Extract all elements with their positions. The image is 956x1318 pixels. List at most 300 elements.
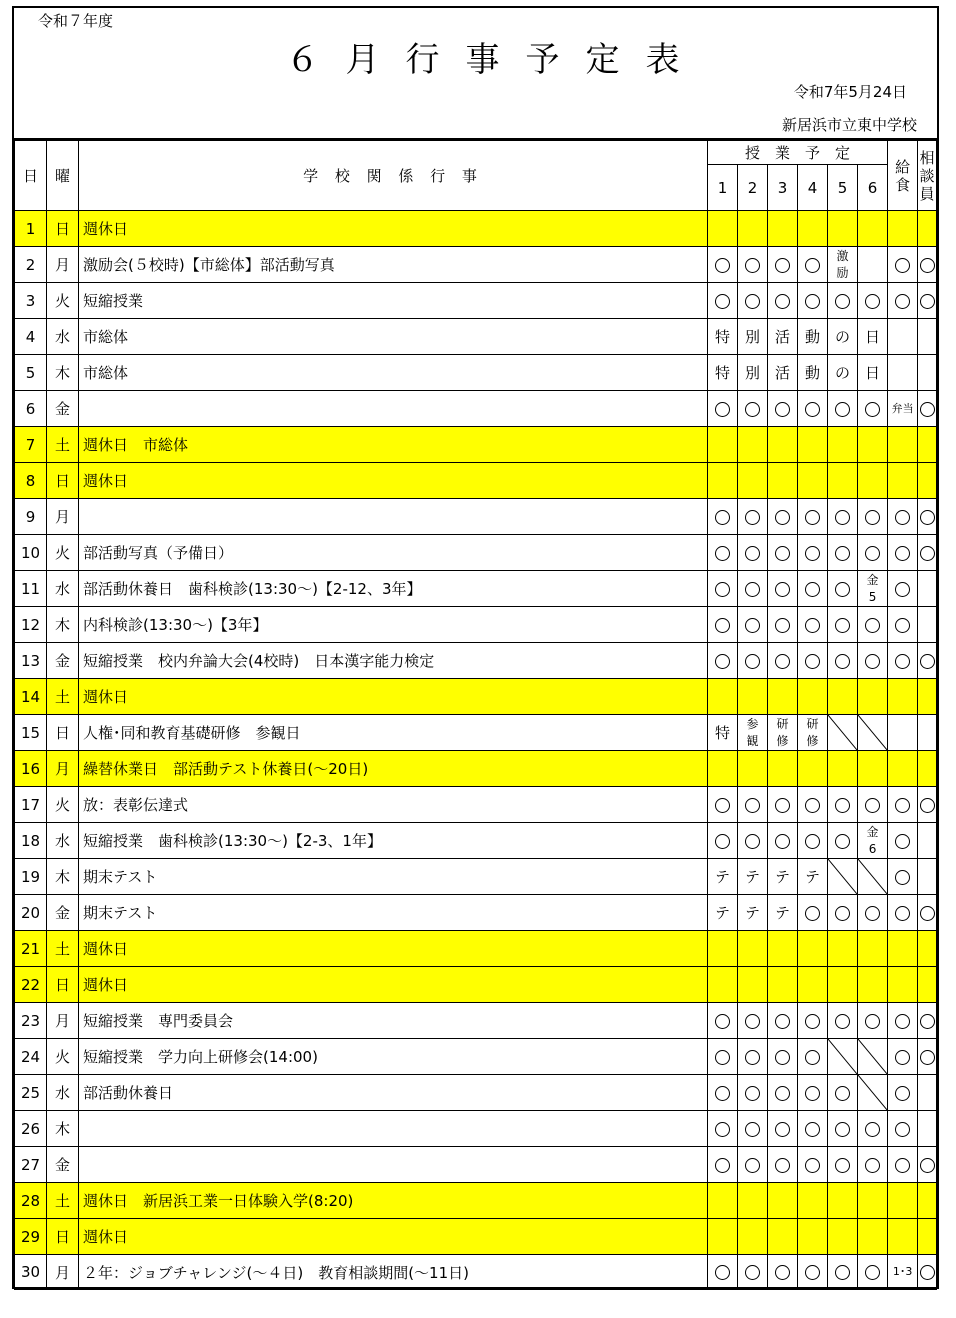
period-1-cell bbox=[708, 1183, 738, 1219]
period-2-cell: テ bbox=[738, 895, 768, 931]
schedule-row bbox=[15, 895, 937, 931]
period-2-cell bbox=[738, 1039, 768, 1075]
period-3-cell bbox=[768, 1219, 798, 1255]
period-5-cell bbox=[828, 679, 858, 715]
period-3-cell: 活 bbox=[768, 319, 798, 355]
day-cell: 20 bbox=[15, 895, 47, 931]
event-cell: 短縮授業 歯科検診(13:30～)【2-3、1年】 bbox=[79, 823, 708, 859]
circle-mark bbox=[835, 1014, 850, 1029]
counselor-cell bbox=[918, 1075, 937, 1111]
day-cell: 26 bbox=[15, 1111, 47, 1147]
circle-mark bbox=[805, 798, 820, 813]
circle-mark bbox=[805, 294, 820, 309]
period-6-cell bbox=[858, 607, 888, 643]
schedule-row bbox=[15, 751, 937, 787]
period-3-cell bbox=[768, 715, 798, 751]
event-cell: 週休日 bbox=[79, 463, 708, 499]
period-4-cell bbox=[798, 499, 828, 535]
circle-mark bbox=[895, 654, 910, 669]
lunch-cell bbox=[888, 499, 918, 535]
schedule-row bbox=[15, 1183, 937, 1219]
circle-mark bbox=[775, 1265, 790, 1280]
circle-mark bbox=[715, 1122, 730, 1137]
circle-mark bbox=[895, 1122, 910, 1137]
weekday-cell: 金 bbox=[47, 643, 79, 679]
period-3-cell bbox=[768, 679, 798, 715]
circle-mark bbox=[835, 1265, 850, 1280]
lunch-cell bbox=[888, 1003, 918, 1039]
period-1-cell: テ bbox=[708, 895, 738, 931]
lunch-cell: 1･3 bbox=[888, 1255, 918, 1290]
period-4-cell bbox=[798, 1039, 828, 1075]
day-cell: 22 bbox=[15, 967, 47, 1003]
lunch-cell bbox=[888, 535, 918, 571]
lunch-cell bbox=[888, 463, 918, 499]
circle-mark bbox=[920, 258, 935, 273]
period-header-5: 5 bbox=[828, 165, 858, 211]
period-5-cell bbox=[828, 427, 858, 463]
circle-mark bbox=[920, 1014, 935, 1029]
weekday-cell: 木 bbox=[47, 1111, 79, 1147]
period-2-cell bbox=[738, 1147, 768, 1183]
period-1-cell bbox=[708, 1003, 738, 1039]
period-3-cell bbox=[768, 1111, 798, 1147]
circle-mark bbox=[895, 834, 910, 849]
circle-mark bbox=[775, 834, 790, 849]
period-4-cell bbox=[798, 643, 828, 679]
lunch-cell bbox=[888, 319, 918, 355]
period-3-cell bbox=[768, 607, 798, 643]
event-cell bbox=[79, 1147, 708, 1183]
period-3-cell bbox=[768, 571, 798, 607]
period-3-cell: 活 bbox=[768, 355, 798, 391]
lunch-cell bbox=[888, 1075, 918, 1111]
circle-mark bbox=[775, 798, 790, 813]
period-4-cell bbox=[798, 823, 828, 859]
stacked-text: 研修 bbox=[806, 716, 819, 748]
lunch-cell bbox=[888, 931, 918, 967]
circle-mark bbox=[835, 582, 850, 597]
circle-mark bbox=[865, 654, 880, 669]
schedule-row bbox=[15, 319, 937, 355]
counselor-cell bbox=[918, 499, 937, 535]
event-cell: 部活動休養日 bbox=[79, 1075, 708, 1111]
period-4-cell bbox=[798, 1075, 828, 1111]
circle-mark bbox=[920, 402, 935, 417]
period-6-cell bbox=[858, 535, 888, 571]
period-5-cell bbox=[828, 715, 858, 751]
period-1-cell: 特 bbox=[708, 319, 738, 355]
day-cell: 15 bbox=[15, 715, 47, 751]
schedule-row bbox=[15, 1039, 937, 1075]
col-header-class-plan: 授 業 予 定 bbox=[708, 141, 888, 165]
day-cell: 23 bbox=[15, 1003, 47, 1039]
period-4-cell bbox=[798, 679, 828, 715]
day-cell: 3 bbox=[15, 283, 47, 319]
counselor-cell bbox=[918, 895, 937, 931]
circle-mark bbox=[805, 510, 820, 525]
counselor-cell bbox=[918, 715, 937, 751]
circle-mark bbox=[895, 510, 910, 525]
period-3-cell bbox=[768, 535, 798, 571]
circle-mark bbox=[895, 582, 910, 597]
circle-mark bbox=[865, 294, 880, 309]
period-6-cell bbox=[858, 1219, 888, 1255]
circle-mark bbox=[895, 1158, 910, 1173]
period-6-cell bbox=[858, 1183, 888, 1219]
circle-mark bbox=[805, 1014, 820, 1029]
stacked-text: 金5 bbox=[866, 572, 879, 604]
weekday-cell: 火 bbox=[47, 283, 79, 319]
day-cell: 2 bbox=[15, 247, 47, 283]
day-cell: 25 bbox=[15, 1075, 47, 1111]
circle-mark bbox=[895, 258, 910, 273]
circle-mark bbox=[835, 906, 850, 921]
period-4-cell bbox=[798, 1183, 828, 1219]
circle-mark bbox=[715, 798, 730, 813]
circle-mark bbox=[745, 546, 760, 561]
col-header-counselor bbox=[918, 141, 937, 211]
day-cell: 16 bbox=[15, 751, 47, 787]
counselor-cell bbox=[918, 1219, 937, 1255]
circle-mark bbox=[775, 546, 790, 561]
circle-mark bbox=[865, 546, 880, 561]
period-2-cell bbox=[738, 571, 768, 607]
schedule-row bbox=[15, 571, 937, 607]
circle-mark bbox=[715, 654, 730, 669]
period-6-cell bbox=[858, 499, 888, 535]
counselor-cell bbox=[918, 1255, 937, 1290]
circle-mark bbox=[805, 1086, 820, 1101]
period-1-cell bbox=[708, 499, 738, 535]
day-cell: 18 bbox=[15, 823, 47, 859]
fiscal-year-label: 令和７年度 bbox=[38, 12, 114, 30]
page-title: ６月行事予定表 bbox=[285, 40, 706, 80]
lunch-cell bbox=[888, 679, 918, 715]
period-3-cell bbox=[768, 283, 798, 319]
circle-mark bbox=[805, 582, 820, 597]
period-5-cell bbox=[828, 571, 858, 607]
day-cell: 27 bbox=[15, 1147, 47, 1183]
col-header-weekday: 曜 bbox=[47, 141, 79, 211]
circle-mark bbox=[835, 654, 850, 669]
circle-mark bbox=[920, 1158, 935, 1173]
period-6-cell bbox=[858, 751, 888, 787]
event-cell: 期末テスト bbox=[79, 895, 708, 931]
lunch-cell bbox=[888, 643, 918, 679]
event-cell: 短縮授業 bbox=[79, 283, 708, 319]
weekday-cell: 月 bbox=[47, 751, 79, 787]
weekday-cell: 日 bbox=[47, 967, 79, 1003]
circle-mark bbox=[805, 1158, 820, 1173]
lunch-cell bbox=[888, 607, 918, 643]
day-cell: 6 bbox=[15, 391, 47, 427]
period-5-cell bbox=[828, 1111, 858, 1147]
diagonal-slash-mark bbox=[828, 859, 857, 894]
period-2-cell bbox=[738, 427, 768, 463]
counselor-cell bbox=[918, 247, 937, 283]
lunch-cell bbox=[888, 571, 918, 607]
circle-mark bbox=[865, 1014, 880, 1029]
schedule-row bbox=[15, 283, 937, 319]
period-2-cell bbox=[738, 391, 768, 427]
lunch-cell bbox=[888, 823, 918, 859]
col-header-events: 学 校 関 係 行 事 bbox=[79, 141, 708, 211]
lunch-cell bbox=[888, 859, 918, 895]
period-5-cell: の bbox=[828, 355, 858, 391]
period-1-cell bbox=[708, 247, 738, 283]
col-header-day: 日 bbox=[15, 141, 47, 211]
period-5-cell bbox=[828, 643, 858, 679]
event-cell: 週休日 bbox=[79, 1219, 708, 1255]
circle-mark bbox=[715, 1158, 730, 1173]
counselor-cell bbox=[918, 679, 937, 715]
period-4-cell bbox=[798, 1003, 828, 1039]
circle-mark bbox=[895, 618, 910, 633]
period-5-cell bbox=[828, 1003, 858, 1039]
circle-mark bbox=[775, 510, 790, 525]
circle-mark bbox=[745, 654, 760, 669]
period-5-cell bbox=[828, 1255, 858, 1290]
counselor-cell bbox=[918, 607, 937, 643]
schedule-table bbox=[14, 140, 937, 1290]
period-3-cell bbox=[768, 787, 798, 823]
event-cell: 週休日 bbox=[79, 967, 708, 1003]
period-1-cell bbox=[708, 643, 738, 679]
circle-mark bbox=[835, 618, 850, 633]
period-6-cell bbox=[858, 679, 888, 715]
period-1-cell bbox=[708, 967, 738, 1003]
circle-mark bbox=[865, 1122, 880, 1137]
weekday-cell: 金 bbox=[47, 1147, 79, 1183]
circle-mark bbox=[835, 402, 850, 417]
circle-mark bbox=[775, 402, 790, 417]
period-6-cell bbox=[858, 1039, 888, 1075]
schedule-row bbox=[15, 1111, 937, 1147]
circle-mark bbox=[835, 510, 850, 525]
event-cell: 部活動休養日 歯科検診(13:30～)【2-12、3年】 bbox=[79, 571, 708, 607]
period-4-cell bbox=[798, 463, 828, 499]
period-2-cell bbox=[738, 931, 768, 967]
period-3-cell bbox=[768, 427, 798, 463]
circle-mark bbox=[715, 618, 730, 633]
event-cell: 週休日 bbox=[79, 679, 708, 715]
lunch-cell bbox=[888, 283, 918, 319]
period-1-cell bbox=[708, 1039, 738, 1075]
weekday-cell: 土 bbox=[47, 1183, 79, 1219]
period-2-cell bbox=[738, 787, 768, 823]
counselor-cell bbox=[918, 1111, 937, 1147]
schedule-row bbox=[15, 679, 937, 715]
period-6-cell bbox=[858, 823, 888, 859]
period-5-cell bbox=[828, 823, 858, 859]
period-3-cell bbox=[768, 931, 798, 967]
counselor-label: 相談員 bbox=[919, 148, 935, 203]
circle-mark bbox=[805, 1050, 820, 1065]
circle-mark bbox=[895, 798, 910, 813]
period-4-cell bbox=[798, 1255, 828, 1290]
stacked-text: 金6 bbox=[866, 824, 879, 856]
period-5-cell bbox=[828, 463, 858, 499]
period-3-cell bbox=[768, 823, 798, 859]
day-cell: 12 bbox=[15, 607, 47, 643]
event-cell bbox=[79, 499, 708, 535]
circle-mark bbox=[835, 294, 850, 309]
weekday-cell: 火 bbox=[47, 787, 79, 823]
period-5-cell bbox=[828, 1219, 858, 1255]
schedule-row bbox=[15, 823, 937, 859]
event-cell: 期末テスト bbox=[79, 859, 708, 895]
counselor-cell bbox=[918, 355, 937, 391]
circle-mark bbox=[920, 1265, 935, 1280]
period-1-cell bbox=[708, 283, 738, 319]
counselor-cell bbox=[918, 427, 937, 463]
period-6-cell bbox=[858, 427, 888, 463]
weekday-cell: 月 bbox=[47, 499, 79, 535]
period-header-2: 2 bbox=[738, 165, 768, 211]
period-1-cell: テ bbox=[708, 859, 738, 895]
period-4-cell bbox=[798, 967, 828, 1003]
period-5-cell bbox=[828, 1147, 858, 1183]
circle-mark bbox=[835, 546, 850, 561]
period-1-cell bbox=[708, 1075, 738, 1111]
weekday-cell: 土 bbox=[47, 679, 79, 715]
counselor-cell bbox=[918, 823, 937, 859]
circle-mark bbox=[775, 1158, 790, 1173]
period-4-cell bbox=[798, 283, 828, 319]
diagonal-slash-mark bbox=[858, 1075, 887, 1110]
lunch-cell bbox=[888, 751, 918, 787]
lunch-cell bbox=[888, 1219, 918, 1255]
circle-mark bbox=[865, 906, 880, 921]
circle-mark bbox=[745, 258, 760, 273]
period-5-cell bbox=[828, 859, 858, 895]
weekday-cell: 月 bbox=[47, 247, 79, 283]
schedule-row bbox=[15, 1255, 937, 1290]
stacked-text: 研修 bbox=[776, 716, 789, 748]
period-3-cell bbox=[768, 499, 798, 535]
circle-mark bbox=[745, 1158, 760, 1173]
period-4-cell bbox=[798, 931, 828, 967]
circle-mark bbox=[920, 906, 935, 921]
weekday-cell: 水 bbox=[47, 571, 79, 607]
circle-mark bbox=[920, 654, 935, 669]
period-3-cell bbox=[768, 643, 798, 679]
circle-mark bbox=[895, 906, 910, 921]
lunch-cell bbox=[888, 1039, 918, 1075]
period-6-cell bbox=[858, 283, 888, 319]
circle-mark bbox=[775, 1122, 790, 1137]
schedule-sheet bbox=[12, 6, 939, 1289]
circle-mark bbox=[805, 906, 820, 921]
day-cell: 7 bbox=[15, 427, 47, 463]
counselor-cell bbox=[918, 463, 937, 499]
circle-mark bbox=[715, 258, 730, 273]
lunch-cell bbox=[888, 1111, 918, 1147]
circle-mark bbox=[920, 294, 935, 309]
period-1-cell bbox=[708, 1255, 738, 1290]
circle-mark bbox=[805, 546, 820, 561]
period-5-cell bbox=[828, 1039, 858, 1075]
counselor-cell bbox=[918, 571, 937, 607]
weekday-cell: 木 bbox=[47, 859, 79, 895]
circle-mark bbox=[920, 1050, 935, 1065]
counselor-cell bbox=[918, 967, 937, 1003]
schedule-row bbox=[15, 499, 937, 535]
event-cell: 週休日 bbox=[79, 211, 708, 247]
lunch-cell bbox=[888, 967, 918, 1003]
day-cell: 8 bbox=[15, 463, 47, 499]
period-2-cell bbox=[738, 247, 768, 283]
circle-mark bbox=[715, 546, 730, 561]
period-2-cell bbox=[738, 463, 768, 499]
circle-mark bbox=[775, 1014, 790, 1029]
school-name: 新居浜市立東中学校 bbox=[781, 116, 917, 134]
counselor-cell bbox=[918, 643, 937, 679]
period-6-cell: 日 bbox=[858, 355, 888, 391]
circle-mark bbox=[805, 258, 820, 273]
period-4-cell bbox=[798, 1111, 828, 1147]
circle-mark bbox=[745, 1122, 760, 1137]
lunch-cell: 弁当 bbox=[888, 391, 918, 427]
circle-mark bbox=[715, 294, 730, 309]
circle-mark bbox=[895, 1014, 910, 1029]
counselor-cell bbox=[918, 535, 937, 571]
period-1-cell bbox=[708, 1147, 738, 1183]
circle-mark bbox=[835, 834, 850, 849]
period-5-cell bbox=[828, 247, 858, 283]
period-4-cell: テ bbox=[798, 859, 828, 895]
circle-mark bbox=[775, 582, 790, 597]
period-2-cell: テ bbox=[738, 859, 768, 895]
period-2-cell bbox=[738, 643, 768, 679]
period-5-cell bbox=[828, 1075, 858, 1111]
circle-mark bbox=[805, 402, 820, 417]
day-cell: 9 bbox=[15, 499, 47, 535]
schedule-row bbox=[15, 1147, 937, 1183]
period-1-cell bbox=[708, 1111, 738, 1147]
lunch-cell bbox=[888, 247, 918, 283]
period-4-cell bbox=[798, 607, 828, 643]
lunch-cell bbox=[888, 787, 918, 823]
circle-mark bbox=[895, 1050, 910, 1065]
period-3-cell bbox=[768, 1183, 798, 1219]
period-1-cell bbox=[708, 427, 738, 463]
circle-mark bbox=[745, 582, 760, 597]
circle-mark bbox=[805, 1265, 820, 1280]
event-cell bbox=[79, 1111, 708, 1147]
period-6-cell bbox=[858, 715, 888, 751]
counselor-cell bbox=[918, 211, 937, 247]
schedule-row bbox=[15, 967, 937, 1003]
period-6-cell bbox=[858, 895, 888, 931]
period-header-4: 4 bbox=[798, 165, 828, 211]
period-header-3: 3 bbox=[768, 165, 798, 211]
period-3-cell: テ bbox=[768, 895, 798, 931]
period-4-cell bbox=[798, 391, 828, 427]
period-3-cell bbox=[768, 463, 798, 499]
period-5-cell bbox=[828, 895, 858, 931]
circle-mark bbox=[865, 510, 880, 525]
period-1-cell bbox=[708, 535, 738, 571]
period-5-cell bbox=[828, 751, 858, 787]
col-header-lunch bbox=[888, 141, 918, 211]
period-1-cell bbox=[708, 931, 738, 967]
period-6-cell bbox=[858, 571, 888, 607]
period-6-cell bbox=[858, 247, 888, 283]
period-6-cell bbox=[858, 1075, 888, 1111]
event-cell: 短縮授業 専門委員会 bbox=[79, 1003, 708, 1039]
